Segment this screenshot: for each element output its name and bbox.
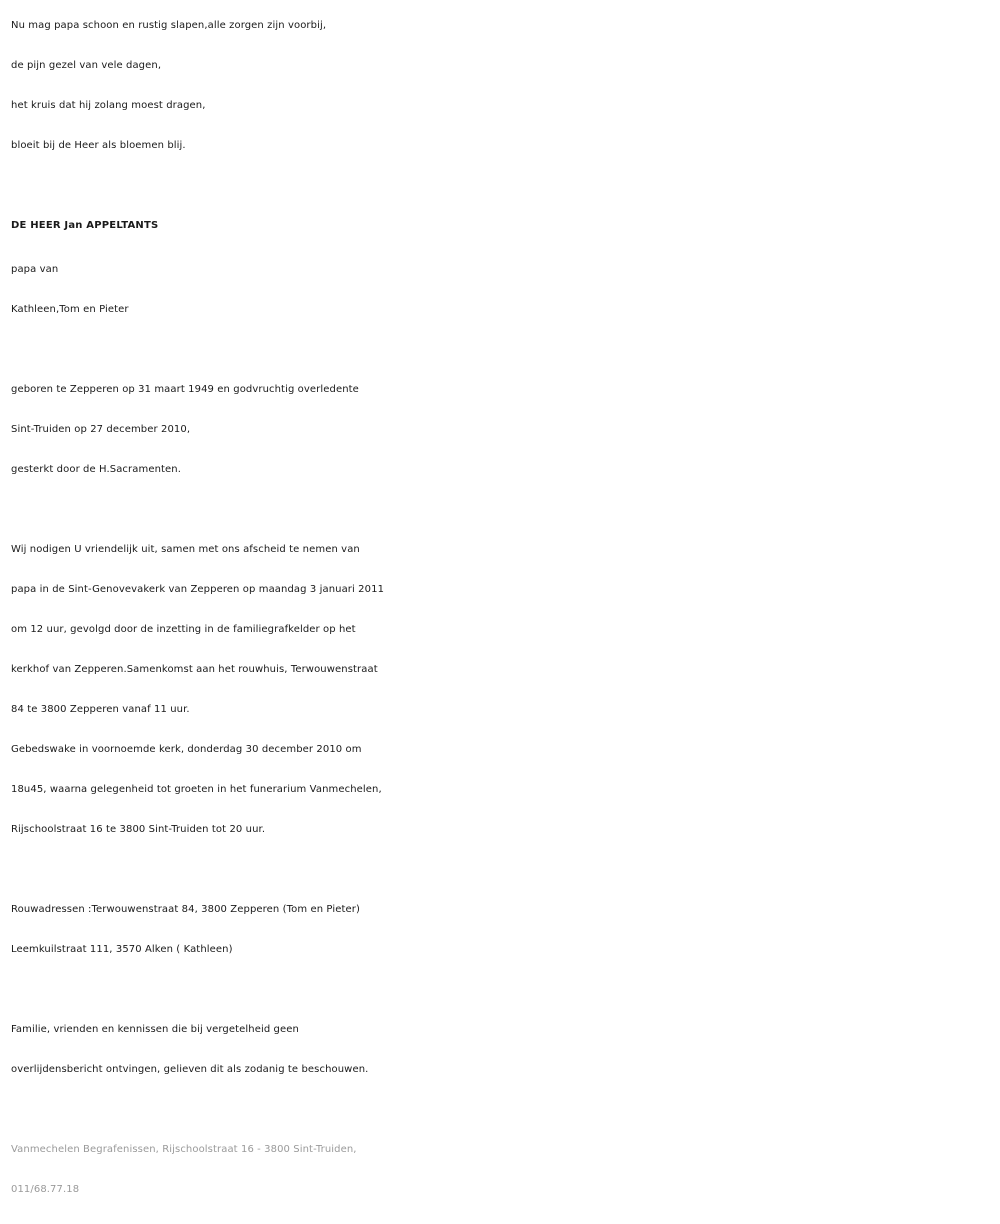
footer-line: 011/68.77.18 [11, 1184, 80, 1195]
closing-block [11, 1010, 1000, 1090]
invitation-line: 18u45, waarna gelegenheid tot groeten in het funerarium Vanmechelen, [11, 784, 382, 795]
birth-death-line: Sint-Truiden op 27 december 2010, [11, 424, 191, 435]
poem-line: Nu mag papa schoon en rustig slapen,alle zorgen zijn voorbij, [11, 20, 327, 31]
poem-block [11, 6, 1000, 166]
footer-line: Vanmechelen Begrafenissen, Rijschoolstraat 16 - 3800 Sint-Truiden, [11, 1144, 357, 1155]
closing-line: overlijdensbericht ontvingen, gelieven dit als zodanig te beschouwen. [11, 1064, 369, 1075]
invitation-line: Rijschoolstraat 16 te 3800 Sint-Truiden tot 20 uur. [11, 824, 266, 835]
funeral-home-footer [11, 1130, 1000, 1210]
address-line: Leemkuilstraat 111, 3570 Alken ( Kathleen) [11, 944, 233, 955]
invitation-block [11, 530, 1000, 850]
invitation-line: kerkhof van Zepperen.Samenkomst aan het rouwhuis, Terwouwenstraat [11, 664, 378, 675]
invitation-line: 84 te 3800 Zepperen vanaf 11 uur. [11, 704, 190, 715]
invitation-line: Gebedswake in voornoemde kerk, donderdag 30 december 2010 om [11, 744, 362, 755]
relation-block [11, 250, 1000, 330]
relation-line: Kathleen,Tom en Pieter [11, 304, 129, 315]
poem-line: bloeit bij de Heer als bloemen blij. [11, 140, 186, 151]
invitation-line: om 12 uur, gevolgd door de inzetting in de familiegrafkelder op het [11, 624, 356, 635]
invitation-line: papa in de Sint-Genovevakerk van Zepperen op maandag 3 januari 2011 [11, 584, 385, 595]
invitation-line: Wij nodigen U vriendelijk uit, samen met ons afscheid te nemen van [11, 544, 360, 555]
deceased-name: DE HEER Jan APPELTANTS [11, 220, 159, 231]
birth-death-line: gesterkt door de H.Sacramenten. [11, 464, 181, 475]
addresses-block [11, 890, 1000, 970]
birth-death-line: geboren te Zepperen op 31 maart 1949 en godvruchtig overledente [11, 384, 359, 395]
birth-death-block [11, 370, 1000, 490]
address-line: Rouwadressen :Terwouwenstraat 84, 3800 Zepperen (Tom en Pieter) [11, 904, 360, 915]
relation-line: papa van [11, 264, 59, 275]
closing-line: Familie, vrienden en kennissen die bij vergetelheid geen [11, 1024, 299, 1035]
poem-line: de pijn gezel van vele dagen, [11, 60, 162, 71]
poem-line: het kruis dat hij zolang moest dragen, [11, 100, 206, 111]
